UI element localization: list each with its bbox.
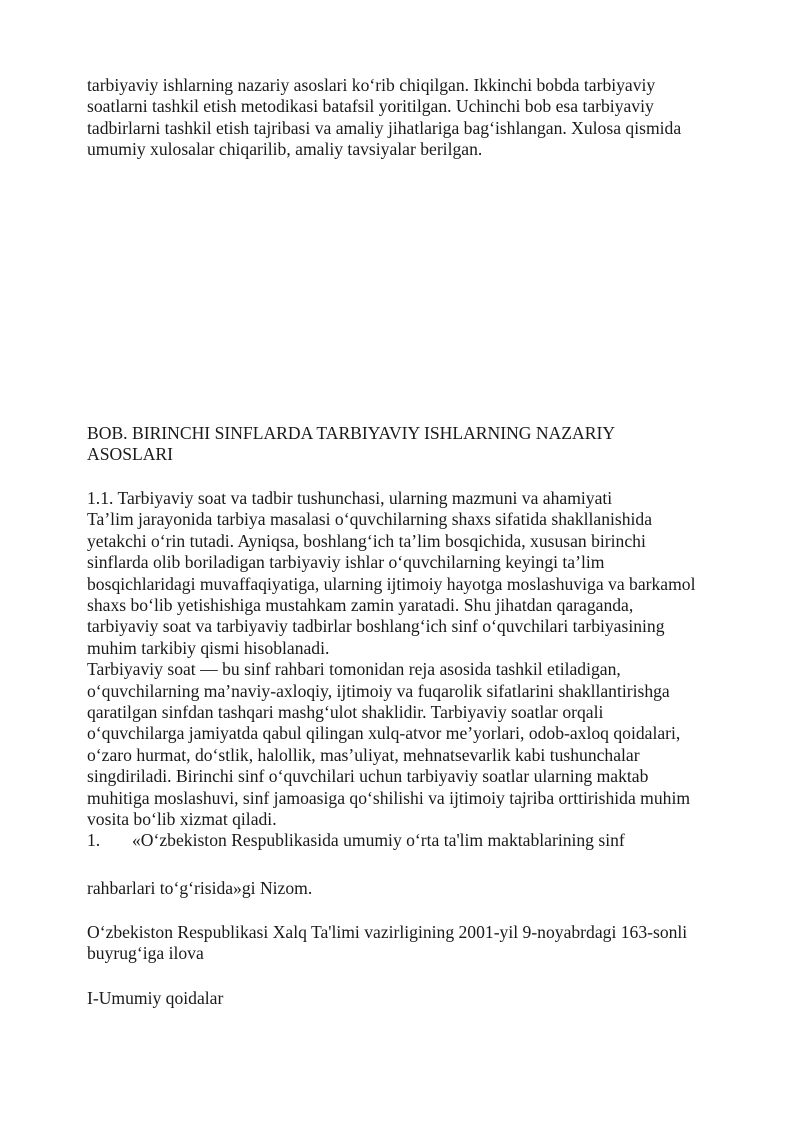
intro-line: tarbiyaviy ishlarning nazariy asoslari ko‘rib chiqilgan. Ikkinchi bobda tarbiyaviy xyxy=(87,75,656,95)
intro-line: tadbirlarni tashkil etish tajribasi va amaliy jihatlariga bag‘ishlangan. Xulosa qismida xyxy=(87,117,682,138)
body-line: yetakchi o‘rin tutadi. Ayniqsa, boshlang‘ich ta’lim bosqichida, xususan birinchi xyxy=(87,530,646,551)
order-line: O‘zbekiston Respublikasi Xalq Ta'limi vazirligining 2001-yil 9-noyabrdagi 163-sonli xyxy=(87,922,688,942)
continuation-line: rahbarlari to‘g‘risida»gi Nizom. xyxy=(87,878,313,898)
body-line: sinflarda olib boriladigan tarbiyaviy ishlar o‘quvchilarning keyingi ta’lim xyxy=(87,552,605,573)
body-line: bosqichlaridagi muvaffaqiyatiga, ularning ijtimoiy hayotga moslashuviga va barkamol xyxy=(87,573,696,594)
body-line: muhitiga moslashuvi, sinf jamoasiga qo‘shilishi va ijtimoiy tajriba orttirishida muhim xyxy=(87,787,691,808)
list-item-text: «O‘zbekiston Respublikasida umumiy o‘rta ta'lim maktablarining sinf xyxy=(132,830,625,850)
body-line: o‘zaro hurmat, do‘stlik, halollik, mas’uliyat, mehnatsevarlik kabi tushunchalar xyxy=(87,744,640,765)
order-line: buyrug‘iga ilova xyxy=(87,943,204,964)
body-line: qaratilgan sinfdan tashqari mashg‘ulot shaklidir. Tarbiyaviy soatlar orqali xyxy=(87,702,604,723)
list-item-number: 1. xyxy=(87,830,101,850)
body-line: tarbiyaviy soat va tarbiyaviy tadbirlar boshlang‘ich sinf o‘quvchilari tarbiyasining xyxy=(87,616,665,637)
body-line: muhim tarkibiy qismi hisoblanadi. xyxy=(87,637,330,658)
intro-line: umumiy xulosalar chiqarilib, amaliy tavsiyalar berilgan. xyxy=(87,139,483,160)
numbered-list-item xyxy=(87,830,625,851)
chapter-heading-line: BOB. BIRINCHI SINFLARDA TARBIYAVIY ISHLARNING NAZARIY xyxy=(87,423,616,443)
list-continuation xyxy=(87,878,747,899)
chapter-heading xyxy=(87,423,747,466)
body-line: Ta’lim jarayonida tarbiya masalasi o‘quvchilarning shaxs sifatida shakllanishida xyxy=(87,509,653,530)
body-line: o‘quvchilarga jamiyatda qabul qilingan xulq-atvor me’yorlari, odob-axloq qoidalari, xyxy=(87,723,681,744)
body-line: singdiriladi. Birinchi sinf o‘quvchilari uchun tarbiyaviy soatlar ularning maktab xyxy=(87,766,649,787)
body-line: o‘quvchilarning ma’naviy-axloqiy, ijtimoiy va fuqarolik sifatlarini shakllantirishga xyxy=(87,680,670,701)
general-rules-heading xyxy=(87,988,747,1009)
body-line: vosita bo‘lib xizmat qiladi. xyxy=(87,809,277,830)
section-title: 1.1. Tarbiyaviy soat va tadbir tushunchasi, ularning mazmuni va ahamiyati xyxy=(87,488,613,508)
section-body xyxy=(87,488,747,831)
body-line: shaxs bo‘lib yetishishiga mustahkam zamin yaratadi. Shu jihatdan qaraganda, xyxy=(87,595,634,616)
intro-paragraph xyxy=(87,75,747,161)
order-paragraph xyxy=(87,922,747,965)
body-line: Tarbiyaviy soat — bu sinf rahbari tomonidan reja asosida tashkil etiladigan, xyxy=(87,659,621,680)
intro-line: soatlarni tashkil etish metodikasi batafsil yoritilgan. Uchinchi bob esa tarbiyaviy xyxy=(87,96,654,117)
general-rules-title: I-Umumiy qoidalar xyxy=(87,988,224,1008)
chapter-heading-line: ASOSLARI xyxy=(87,444,174,465)
